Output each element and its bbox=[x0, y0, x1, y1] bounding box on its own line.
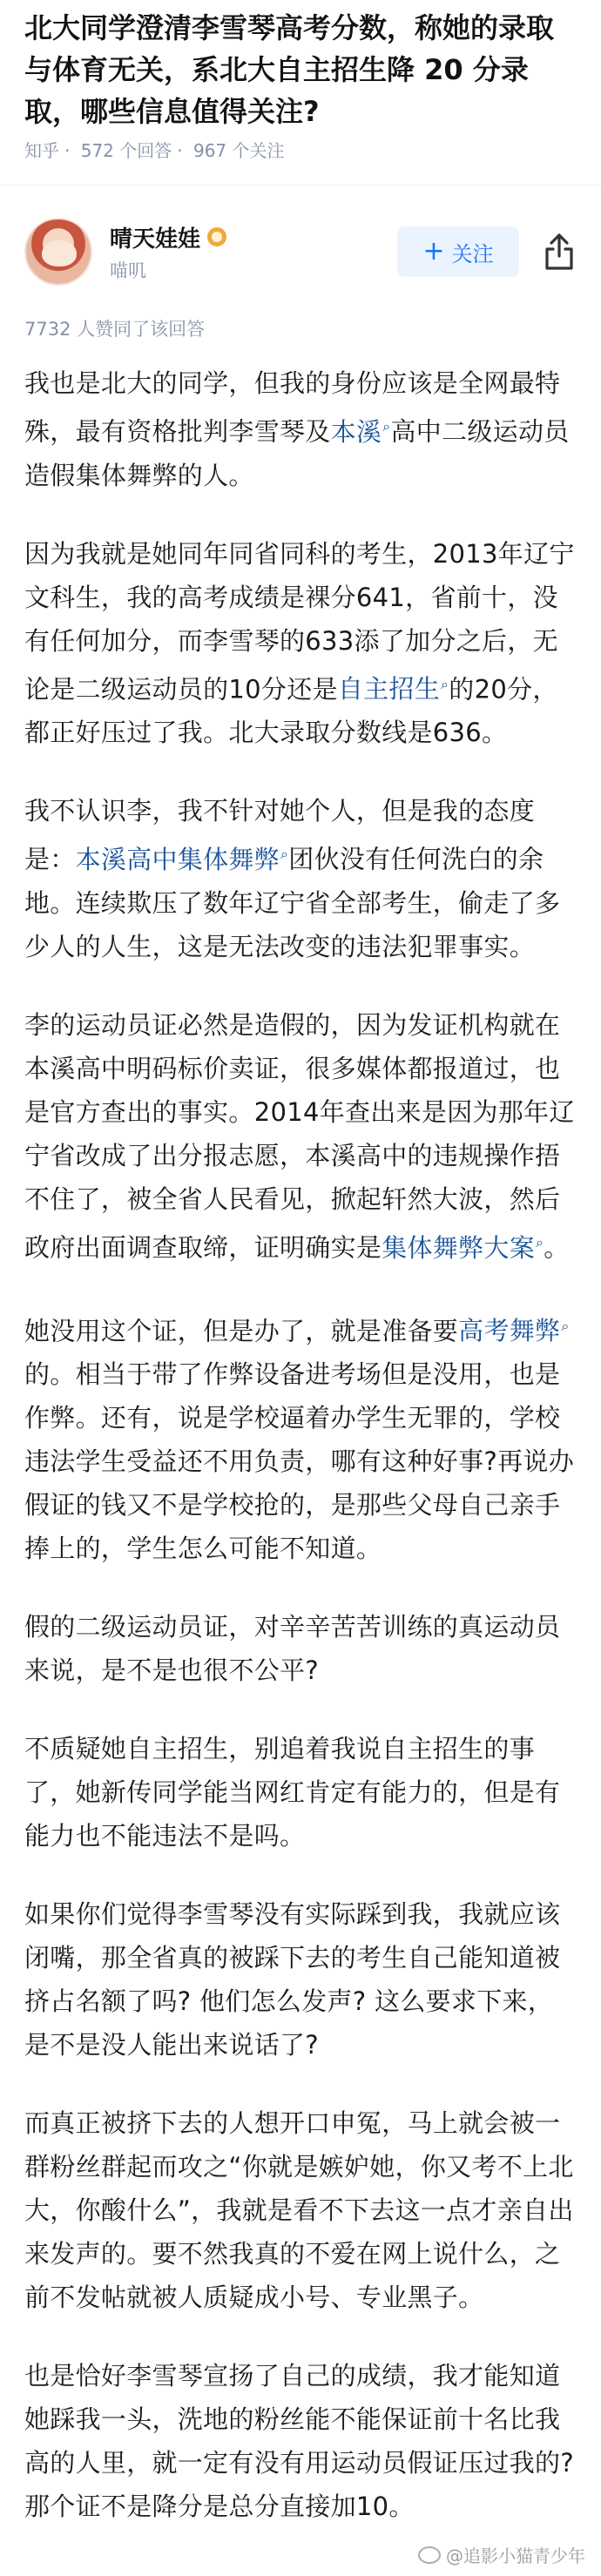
paragraph-text: 团伙没有任何洗白的余地。连续欺压了数年辽宁省全部考生，偷走了多少人的人生，这是无法改变的违法犯罪事实。 bbox=[24, 844, 561, 961]
question-title[interactable]: 北大同学澄清李雪琴高考分数，称她的录取与体育无关，系北大自主招生降 20 分录取，哪些信息值得关注? bbox=[24, 11, 555, 128]
paragraph-text: 如果你们觉得李雪琴没有实际踩到我，我就应该闭嘴，那全省真的被踩下去的考生自己能知道被挤占名额了吗? 他们怎么发声? 这么要求下来，是不是没人能出来说话了? bbox=[24, 1899, 561, 2060]
answer-paragraph bbox=[24, 2101, 577, 2319]
share-icon[interactable] bbox=[542, 232, 577, 272]
keyword-link[interactable]: 自主招生 ⌕ bbox=[338, 674, 449, 704]
paragraph-text: 也是恰好李雪琴宣扬了自己的成绩，我才能知道她踩我一头，洗地的粉丝能不能保证前十名比我高的人里，就一定有没有用运动员假证压过我的? 那个证不是降分是总分直接加10。 bbox=[24, 2361, 574, 2522]
paragraph-text: 不质疑她自主招生，别追着我说自主招生的事了，她新传同学能当网红肯定有能力的，但是有能力也不能违法不是吗。 bbox=[24, 1734, 561, 1851]
follow-label: 关注 bbox=[451, 241, 494, 266]
author-bio: 喵叽 bbox=[110, 260, 146, 281]
paragraph-text: 李的运动员证必然是造假的，因为发证机构就在本溪高中明码标价卖证，很多媒体都报道过，也是官方查出的事实。2014年查出来是因为那年辽宁省改成了出分报志愿，本溪高中的违规操作捂不住了，被全省人民看见，掀起轩然大波，然后政府出面调查取缔，证明确实是 bbox=[24, 1009, 575, 1263]
paragraph-text: 高中二级运动员造假集体舞弊的人。 bbox=[24, 416, 570, 490]
paragraph-text: 我也是北大的同学，但我的身份应该是全网最特殊，最有资格批判李雪琴及 bbox=[24, 368, 561, 447]
watermark bbox=[418, 2542, 585, 2567]
keyword-link[interactable]: 本溪高中集体舞弊 ⌕ bbox=[76, 845, 289, 874]
answer-paragraph bbox=[24, 1605, 577, 1692]
follower-count: 967 个关注 bbox=[192, 140, 285, 161]
paragraph-text: 假的二级运动员证，对辛辛苦苦训练的真运动员来说，是不是也很不公平? bbox=[24, 1612, 561, 1686]
answer-paragraph bbox=[24, 532, 577, 755]
follow-button[interactable] bbox=[397, 226, 519, 277]
answer-paragraph bbox=[24, 1892, 577, 2067]
answer-paragraph bbox=[24, 361, 577, 497]
badge-icon bbox=[207, 227, 226, 246]
author-row bbox=[24, 217, 577, 287]
author-info bbox=[110, 221, 397, 283]
keyword-link[interactable]: 本溪 ⌕ bbox=[331, 417, 391, 447]
paragraph-text: 的20分，都正好压过了我。北大录取分数线是636。 bbox=[24, 674, 558, 748]
weibo-icon bbox=[418, 2546, 441, 2564]
avatar[interactable] bbox=[24, 218, 92, 286]
answer-paragraph bbox=[24, 1003, 577, 1270]
answer-paragraph bbox=[24, 2354, 577, 2528]
paragraph-text: 我不认识李，我不针对她个人，但是我的态度是： bbox=[24, 796, 536, 874]
plus-icon: + bbox=[422, 236, 445, 266]
paragraph-text: 她没用这个证，但是办了，就是准备要 bbox=[24, 1316, 459, 1346]
source-label: 知乎 bbox=[24, 140, 59, 161]
vote-count: 7732 人赞同了该回答 bbox=[24, 319, 206, 340]
question-meta: 知乎 · 572 个回答 · 967 个关注 bbox=[24, 140, 285, 161]
answer-content bbox=[24, 361, 577, 2528]
answer-count[interactable]: 572 个回答 bbox=[80, 140, 172, 161]
paragraph-text: 因为我就是她同年同省同科的考生，2013年辽宁文科生，我的高考成绩是裸分641，省前十，没有任何加分，而李雪琴的633添了加分之后，无论是二级运动员的10分还是 bbox=[24, 538, 575, 705]
paragraph-text: 的。相当于带了作弊设备进考场但是没用，也是作弊。还有，说是学校逼着办学生无罪的，学校违法学生受益还不用负责，哪有这种好事?再说办假证的钱又不是学校抢的，是那些父母自己亲手捧上的，学生怎么可能不知道。 bbox=[24, 1359, 574, 1564]
paragraph-text: 。 bbox=[544, 1232, 570, 1263]
author-name[interactable]: 晴天娃娃 bbox=[110, 226, 201, 253]
keyword-link[interactable]: 集体舞弊大案 ⌕ bbox=[382, 1233, 544, 1263]
keyword-link[interactable]: 高考舞弊 ⌕ bbox=[458, 1316, 569, 1345]
answer-paragraph bbox=[24, 1727, 577, 1858]
question-header bbox=[0, 7, 601, 164]
answer-paragraph bbox=[24, 1305, 577, 1571]
answer-paragraph bbox=[24, 789, 577, 968]
watermark-text: @追影小猫青少年 bbox=[446, 2546, 585, 2566]
paragraph-text: 而真正被挤下去的人想开口申冤，马上就会被一群粉丝群起而攻之“你就是嫉妒她，你又考不上北大，你酸什么”，我就是看不下去这一点才亲自出来发声的。要不然我真的不爱在网上说什么，之前不发帖就被人质疑成小号、专业黑子。 bbox=[24, 2108, 574, 2313]
